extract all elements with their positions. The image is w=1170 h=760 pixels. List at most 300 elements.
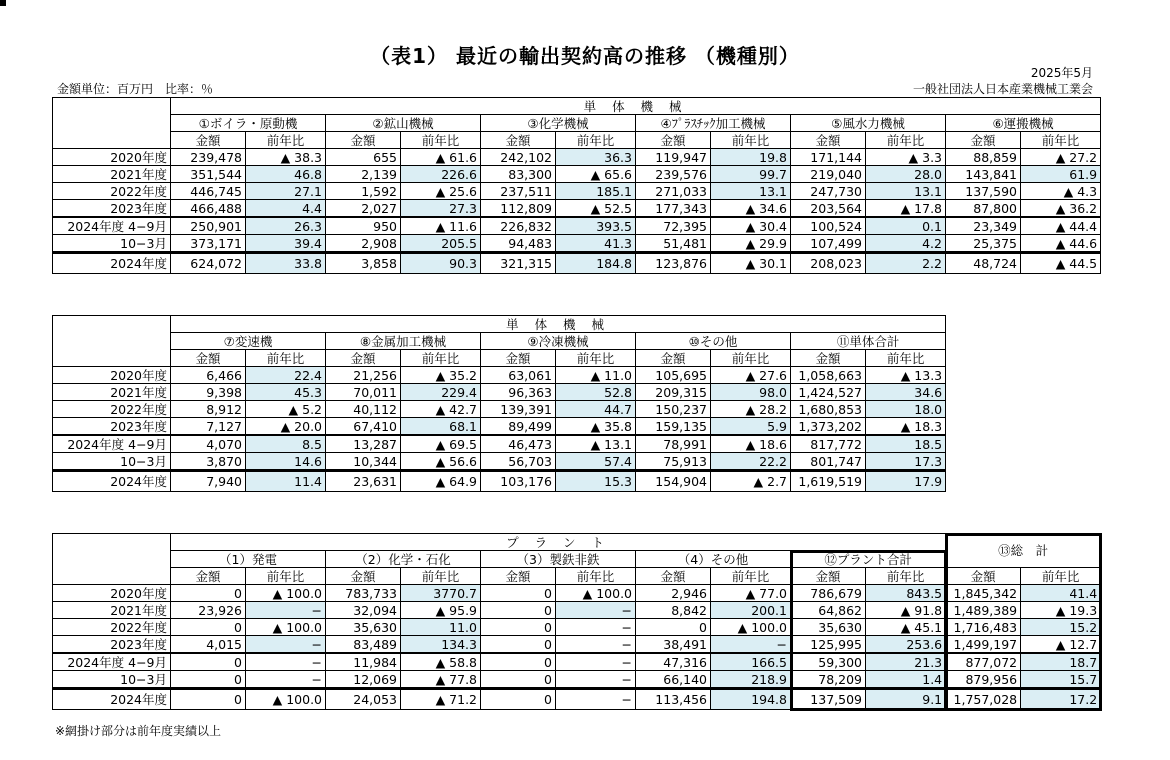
amount-cell: 94,483 xyxy=(481,235,556,253)
ratio-cell: ▲ 100.0 xyxy=(711,619,791,636)
amount-cell: 72,395 xyxy=(636,217,711,235)
ratio-cell: ▲ 58.8 xyxy=(401,653,481,671)
amount-cell: 78,209 xyxy=(791,671,866,689)
ratio-cell: 4.4 xyxy=(246,200,326,218)
amount-cell: 4,015 xyxy=(171,636,246,654)
amount-cell: 247,730 xyxy=(791,183,866,200)
amount-cell: 219,040 xyxy=(791,166,866,183)
row-label: 2024年度 4−9月 xyxy=(53,435,171,453)
ratio-cell: ▲ 95.9 xyxy=(401,602,481,619)
amount-cell: 0 xyxy=(636,619,711,636)
ratio-cell: 185.1 xyxy=(556,183,636,200)
ratio-cell: 8.5 xyxy=(246,435,326,453)
ratio-cell: − xyxy=(246,671,326,689)
ratio-cell: 0.1 xyxy=(866,217,946,235)
ratio-cell: 28.0 xyxy=(866,166,946,183)
amount-cell: 51,481 xyxy=(636,235,711,253)
column-header-amount: 金額 xyxy=(326,568,401,585)
footnote: ※網掛け部分は前年度実績以上 xyxy=(55,724,222,738)
row-label: 2021年度 xyxy=(53,602,171,619)
column-header-ratio: 前年比 xyxy=(711,568,791,585)
group-header: ⑦変速機 xyxy=(171,333,326,350)
ratio-cell: − xyxy=(556,619,636,636)
ratio-cell: ▲ 42.7 xyxy=(401,401,481,418)
amount-cell: 655 xyxy=(326,149,401,166)
amount-cell: 25,375 xyxy=(946,235,1021,253)
amount-cell: 12,069 xyxy=(326,671,401,689)
amount-cell: 0 xyxy=(481,619,556,636)
amount-cell: 70,011 xyxy=(326,384,401,401)
ratio-cell: ▲ 100.0 xyxy=(246,689,326,710)
ratio-cell: ▲ 3.3 xyxy=(866,149,946,166)
ratio-cell: 18.5 xyxy=(866,435,946,453)
column-header-ratio: 前年比 xyxy=(556,350,636,367)
row-label: 10−3月 xyxy=(53,453,171,471)
column-header-amount: 金額 xyxy=(171,350,246,367)
ratio-cell: ▲ 12.7 xyxy=(1021,636,1101,654)
column-header-ratio: 前年比 xyxy=(711,350,791,367)
ratio-cell: 15.2 xyxy=(1021,619,1101,636)
ratio-cell: ▲ 36.2 xyxy=(1021,200,1101,218)
column-header-amount: 金額 xyxy=(171,132,246,149)
corner-cell xyxy=(53,534,171,585)
amount-cell: 209,315 xyxy=(636,384,711,401)
ratio-cell: ▲ 19.3 xyxy=(1021,602,1101,619)
ratio-cell: − xyxy=(556,689,636,710)
group-header: （4）その他 xyxy=(636,551,791,568)
amount-cell: 32,094 xyxy=(326,602,401,619)
ratio-cell: ▲ 27.2 xyxy=(1021,149,1101,166)
ratio-cell: 2.2 xyxy=(866,253,946,274)
corner-cell xyxy=(53,98,171,149)
amount-cell: 46,473 xyxy=(481,435,556,453)
amount-cell: 321,315 xyxy=(481,253,556,274)
table-row xyxy=(53,401,946,418)
ratio-cell: 14.6 xyxy=(246,453,326,471)
ratio-cell: ▲ 44.6 xyxy=(1021,235,1101,253)
ratio-cell: 9.1 xyxy=(866,689,946,710)
amount-cell: 1,424,527 xyxy=(791,384,866,401)
column-header-amount: 金額 xyxy=(481,132,556,149)
ratio-cell: 41.4 xyxy=(1021,585,1101,602)
ratio-cell: ▲ 91.8 xyxy=(866,602,946,619)
ratio-cell: 36.3 xyxy=(556,149,636,166)
amount-cell: 1,499,197 xyxy=(946,636,1021,654)
ratio-cell: 34.6 xyxy=(866,384,946,401)
amount-cell: 125,995 xyxy=(791,636,866,654)
ratio-cell: ▲ 27.6 xyxy=(711,367,791,384)
group-header: （3）製鉄非鉄 xyxy=(481,551,636,568)
ratio-cell: 843.5 xyxy=(866,585,946,602)
amount-cell: 35,630 xyxy=(326,619,401,636)
amount-cell: 237,511 xyxy=(481,183,556,200)
ratio-cell: ▲ 25.6 xyxy=(401,183,481,200)
table-row xyxy=(53,471,946,492)
column-header-ratio: 前年比 xyxy=(866,350,946,367)
amount-cell: 105,695 xyxy=(636,367,711,384)
ratio-cell: ▲ 100.0 xyxy=(246,619,326,636)
amount-cell: 137,509 xyxy=(791,689,866,710)
ratio-cell: ▲ 64.9 xyxy=(401,471,481,492)
column-header-ratio: 前年比 xyxy=(1021,132,1101,149)
page-title: （表1） 最近の輸出契約高の推移 （機種別） xyxy=(370,44,800,68)
ratio-cell: − xyxy=(246,602,326,619)
amount-cell: 24,053 xyxy=(326,689,401,710)
ratio-cell: − xyxy=(556,671,636,689)
ratio-cell: ▲ 28.2 xyxy=(711,401,791,418)
group-header: ④ﾌﾟﾗｽﾁｯｸ加工機械 xyxy=(636,115,791,132)
ratio-cell: 15.7 xyxy=(1021,671,1101,689)
amount-cell: 123,876 xyxy=(636,253,711,274)
ratio-cell: − xyxy=(246,636,326,654)
column-header-amount: 金額 xyxy=(946,132,1021,149)
amount-cell: 7,940 xyxy=(171,471,246,492)
amount-cell: 6,466 xyxy=(171,367,246,384)
ratio-cell: − xyxy=(556,602,636,619)
ratio-cell: 19.8 xyxy=(711,149,791,166)
amount-cell: 2,946 xyxy=(636,585,711,602)
amount-cell: 1,592 xyxy=(326,183,401,200)
column-header-ratio: 前年比 xyxy=(1021,568,1101,585)
table-row xyxy=(53,200,1101,218)
ratio-cell: ▲ 71.2 xyxy=(401,689,481,710)
group-header: （2）化学・石化 xyxy=(326,551,481,568)
row-label: 10−3月 xyxy=(53,235,171,253)
ratio-cell: ▲ 11.0 xyxy=(556,367,636,384)
section-header: 単 体 機 械 xyxy=(171,98,1101,115)
ratio-cell: 39.4 xyxy=(246,235,326,253)
table-row xyxy=(53,653,1101,671)
amount-cell: 2,139 xyxy=(326,166,401,183)
group-header: ①ボイラ・原動機 xyxy=(171,115,326,132)
ratio-cell: ▲ 5.2 xyxy=(246,401,326,418)
ratio-cell: 1.4 xyxy=(866,671,946,689)
amount-cell: 877,072 xyxy=(946,653,1021,671)
publish-date: 2025年5月 xyxy=(1030,66,1093,80)
column-header-amount: 金額 xyxy=(171,568,246,585)
ratio-cell: ▲ 30.1 xyxy=(711,253,791,274)
column-header-amount: 金額 xyxy=(791,350,866,367)
table-row xyxy=(53,253,1101,274)
ratio-cell: ▲ 20.0 xyxy=(246,418,326,436)
ratio-cell: 22.2 xyxy=(711,453,791,471)
table-row xyxy=(53,671,1101,689)
table-row xyxy=(53,453,946,471)
amount-cell: 2,027 xyxy=(326,200,401,218)
amount-cell: 154,904 xyxy=(636,471,711,492)
column-header-amount: 金額 xyxy=(636,568,711,585)
amount-cell: 0 xyxy=(481,671,556,689)
amount-cell: 783,733 xyxy=(326,585,401,602)
amount-cell: 10,344 xyxy=(326,453,401,471)
amount-cell: 35,630 xyxy=(791,619,866,636)
ratio-cell: 13.1 xyxy=(711,183,791,200)
amount-cell: 0 xyxy=(171,585,246,602)
column-header-amount: 金額 xyxy=(636,132,711,149)
amount-cell: 1,058,663 xyxy=(791,367,866,384)
ratio-cell: ▲ 2.7 xyxy=(711,471,791,492)
ratio-cell: 44.7 xyxy=(556,401,636,418)
ratio-cell: 18.0 xyxy=(866,401,946,418)
amount-cell: 89,499 xyxy=(481,418,556,436)
amount-cell: 817,772 xyxy=(791,435,866,453)
column-header-ratio: 前年比 xyxy=(401,568,481,585)
amount-cell: 1,757,028 xyxy=(946,689,1021,710)
corner-cell xyxy=(53,316,171,367)
amount-cell: 239,478 xyxy=(171,149,246,166)
group-header: ⑩その他 xyxy=(636,333,791,350)
ratio-cell: 17.9 xyxy=(866,471,946,492)
row-label: 2020年度 xyxy=(53,149,171,166)
amount-cell: 88,859 xyxy=(946,149,1021,166)
amount-cell: 226,832 xyxy=(481,217,556,235)
group-header: ⑤風水力機械 xyxy=(791,115,946,132)
amount-cell: 1,489,389 xyxy=(946,602,1021,619)
amount-cell: 1,716,483 xyxy=(946,619,1021,636)
column-header-ratio: 前年比 xyxy=(401,350,481,367)
amount-cell: 87,800 xyxy=(946,200,1021,218)
amount-cell: 143,841 xyxy=(946,166,1021,183)
section-header: プ ラ ン ト xyxy=(171,534,946,551)
ratio-cell: ▲ 11.6 xyxy=(401,217,481,235)
ratio-cell: ▲ 29.9 xyxy=(711,235,791,253)
row-label: 2020年度 xyxy=(53,585,171,602)
section-header: 単 体 機 械 xyxy=(171,316,946,333)
table-row xyxy=(53,166,1101,183)
ratio-cell: − xyxy=(556,636,636,654)
column-header-ratio: 前年比 xyxy=(556,132,636,149)
ratio-cell: ▲ 77.8 xyxy=(401,671,481,689)
row-label: 2021年度 xyxy=(53,166,171,183)
amount-cell: 23,349 xyxy=(946,217,1021,235)
ratio-cell: ▲ 77.0 xyxy=(711,585,791,602)
group-header: ⑧金属加工機械 xyxy=(326,333,481,350)
amount-cell: 208,023 xyxy=(791,253,866,274)
amount-cell: 63,061 xyxy=(481,367,556,384)
row-label: 2023年度 xyxy=(53,418,171,436)
amount-cell: 23,631 xyxy=(326,471,401,492)
amount-cell: 879,956 xyxy=(946,671,1021,689)
amount-cell: 159,135 xyxy=(636,418,711,436)
ratio-cell: ▲ 56.6 xyxy=(401,453,481,471)
amount-cell: 0 xyxy=(171,653,246,671)
ratio-cell: ▲ 100.0 xyxy=(556,585,636,602)
ratio-cell: ▲ 65.6 xyxy=(556,166,636,183)
amount-cell: 40,112 xyxy=(326,401,401,418)
ratio-cell: 33.8 xyxy=(246,253,326,274)
ratio-cell: 17.3 xyxy=(866,453,946,471)
column-header-ratio: 前年比 xyxy=(246,132,326,149)
row-label: 2022年度 xyxy=(53,183,171,200)
amount-cell: 446,745 xyxy=(171,183,246,200)
amount-cell: 38,491 xyxy=(636,636,711,654)
group-header: ②鉱山機械 xyxy=(326,115,481,132)
table-row xyxy=(53,235,1101,253)
column-header-amount: 金額 xyxy=(791,132,866,149)
ratio-cell: ▲ 18.3 xyxy=(866,418,946,436)
ratio-cell: ▲ 35.2 xyxy=(401,367,481,384)
ratio-cell: 22.4 xyxy=(246,367,326,384)
ratio-cell: ▲ 17.8 xyxy=(866,200,946,218)
row-label: 2022年度 xyxy=(53,619,171,636)
row-label: 2024年度 xyxy=(53,471,171,492)
ratio-cell: 26.3 xyxy=(246,217,326,235)
amount-cell: 1,373,202 xyxy=(791,418,866,436)
amount-cell: 83,489 xyxy=(326,636,401,654)
ratio-cell: 15.3 xyxy=(556,471,636,492)
column-header-amount: 金額 xyxy=(636,350,711,367)
amount-cell: 83,300 xyxy=(481,166,556,183)
column-header-amount: 金額 xyxy=(326,132,401,149)
amount-cell: 242,102 xyxy=(481,149,556,166)
amount-cell: 0 xyxy=(171,671,246,689)
ratio-cell: 45.3 xyxy=(246,384,326,401)
amount-cell: 112,809 xyxy=(481,200,556,218)
table-row xyxy=(53,585,1101,602)
amount-cell: 177,343 xyxy=(636,200,711,218)
amount-cell: 250,901 xyxy=(171,217,246,235)
ratio-cell: ▲ 30.4 xyxy=(711,217,791,235)
ratio-cell: ▲ 34.6 xyxy=(711,200,791,218)
ratio-cell: 184.8 xyxy=(556,253,636,274)
amount-cell: 137,590 xyxy=(946,183,1021,200)
ratio-cell: ▲ 69.5 xyxy=(401,435,481,453)
ratio-cell: ▲ 61.6 xyxy=(401,149,481,166)
ratio-cell: 90.3 xyxy=(401,253,481,274)
group-header: ⑨冷凍機械 xyxy=(481,333,636,350)
amount-cell: 0 xyxy=(171,689,246,710)
export-table-2 xyxy=(52,315,946,492)
table-row xyxy=(53,149,1101,166)
ratio-cell: ▲ 52.5 xyxy=(556,200,636,218)
amount-cell: 21,256 xyxy=(326,367,401,384)
column-header-amount: 金額 xyxy=(481,568,556,585)
amount-cell: 7,127 xyxy=(171,418,246,436)
amount-cell: 13,287 xyxy=(326,435,401,453)
amount-cell: 0 xyxy=(481,636,556,654)
group-header: （1）発電 xyxy=(171,551,326,568)
column-header-amount: 金額 xyxy=(326,350,401,367)
ratio-cell: 21.3 xyxy=(866,653,946,671)
amount-cell: 56,703 xyxy=(481,453,556,471)
amount-cell: 0 xyxy=(481,602,556,619)
amount-cell: 64,862 xyxy=(791,602,866,619)
column-header-ratio: 前年比 xyxy=(401,132,481,149)
ratio-cell: 17.2 xyxy=(1021,689,1101,710)
row-label: 10−3月 xyxy=(53,671,171,689)
row-label: 2023年度 xyxy=(53,636,171,654)
amount-cell: 66,140 xyxy=(636,671,711,689)
row-label: 2022年度 xyxy=(53,401,171,418)
column-header-ratio: 前年比 xyxy=(246,350,326,367)
ratio-cell: 46.8 xyxy=(246,166,326,183)
single-total-frame xyxy=(0,0,6,6)
group-header: ⑥運搬機械 xyxy=(946,115,1101,132)
amount-cell: 96,363 xyxy=(481,384,556,401)
amount-cell: 100,524 xyxy=(791,217,866,235)
row-label: 2021年度 xyxy=(53,384,171,401)
ratio-cell: 11.4 xyxy=(246,471,326,492)
column-header-ratio: 前年比 xyxy=(556,568,636,585)
amount-cell: 624,072 xyxy=(171,253,246,274)
ratio-cell: 4.2 xyxy=(866,235,946,253)
ratio-cell: − xyxy=(711,636,791,654)
ratio-cell: 98.0 xyxy=(711,384,791,401)
amount-cell: 119,947 xyxy=(636,149,711,166)
amount-cell: 3,858 xyxy=(326,253,401,274)
table-row xyxy=(53,418,946,436)
ratio-cell: 13.1 xyxy=(866,183,946,200)
row-label: 2020年度 xyxy=(53,367,171,384)
amount-cell: 203,564 xyxy=(791,200,866,218)
amount-cell: 466,488 xyxy=(171,200,246,218)
ratio-cell: 68.1 xyxy=(401,418,481,436)
amount-cell: 150,237 xyxy=(636,401,711,418)
column-header-amount: 金額 xyxy=(481,350,556,367)
ratio-cell: − xyxy=(556,653,636,671)
column-header-ratio: 前年比 xyxy=(866,568,946,585)
ratio-cell: ▲ 44.5 xyxy=(1021,253,1101,274)
amount-cell: 9,398 xyxy=(171,384,246,401)
amount-cell: 47,316 xyxy=(636,653,711,671)
amount-cell: 11,984 xyxy=(326,653,401,671)
amount-cell: 113,456 xyxy=(636,689,711,710)
ratio-cell: 3770.7 xyxy=(401,585,481,602)
ratio-cell: 253.6 xyxy=(866,636,946,654)
amount-cell: 78,991 xyxy=(636,435,711,453)
amount-cell: 107,499 xyxy=(791,235,866,253)
amount-cell: 2,908 xyxy=(326,235,401,253)
ratio-cell: 218.9 xyxy=(711,671,791,689)
group-header: ⑫プラント合計 xyxy=(791,551,946,568)
amount-cell: 1,619,519 xyxy=(791,471,866,492)
amount-cell: 3,870 xyxy=(171,453,246,471)
ratio-cell: 61.9 xyxy=(1021,166,1101,183)
amount-cell: 1,845,342 xyxy=(946,585,1021,602)
ratio-cell: 5.9 xyxy=(711,418,791,436)
amount-cell: 0 xyxy=(171,619,246,636)
ratio-cell: 18.7 xyxy=(1021,653,1101,671)
column-header-amount: 金額 xyxy=(946,568,1021,585)
amount-cell: 801,747 xyxy=(791,453,866,471)
ratio-cell: ▲ 18.6 xyxy=(711,435,791,453)
amount-cell: 59,300 xyxy=(791,653,866,671)
group-header: ③化学機械 xyxy=(481,115,636,132)
ratio-cell: ▲ 44.4 xyxy=(1021,217,1101,235)
table-row xyxy=(53,636,1101,654)
group-header: ⑬総 計 xyxy=(946,534,1101,568)
ratio-cell: 226.6 xyxy=(401,166,481,183)
amount-cell: 786,679 xyxy=(791,585,866,602)
amount-cell: 351,544 xyxy=(171,166,246,183)
amount-cell: 0 xyxy=(481,689,556,710)
amount-cell: 0 xyxy=(481,585,556,602)
amount-cell: 0 xyxy=(481,653,556,671)
amount-cell: 48,724 xyxy=(946,253,1021,274)
amount-cell: 1,680,853 xyxy=(791,401,866,418)
ratio-cell: 229.4 xyxy=(401,384,481,401)
ratio-cell: ▲ 100.0 xyxy=(246,585,326,602)
amount-cell: 75,913 xyxy=(636,453,711,471)
amount-cell: 103,176 xyxy=(481,471,556,492)
table-row xyxy=(53,183,1101,200)
table-row xyxy=(53,602,1101,619)
group-header: ⑪単体合計 xyxy=(791,333,946,350)
row-label: 2024年度 xyxy=(53,689,171,710)
ratio-cell: 52.8 xyxy=(556,384,636,401)
column-header-ratio: 前年比 xyxy=(711,132,791,149)
ratio-cell: 41.3 xyxy=(556,235,636,253)
